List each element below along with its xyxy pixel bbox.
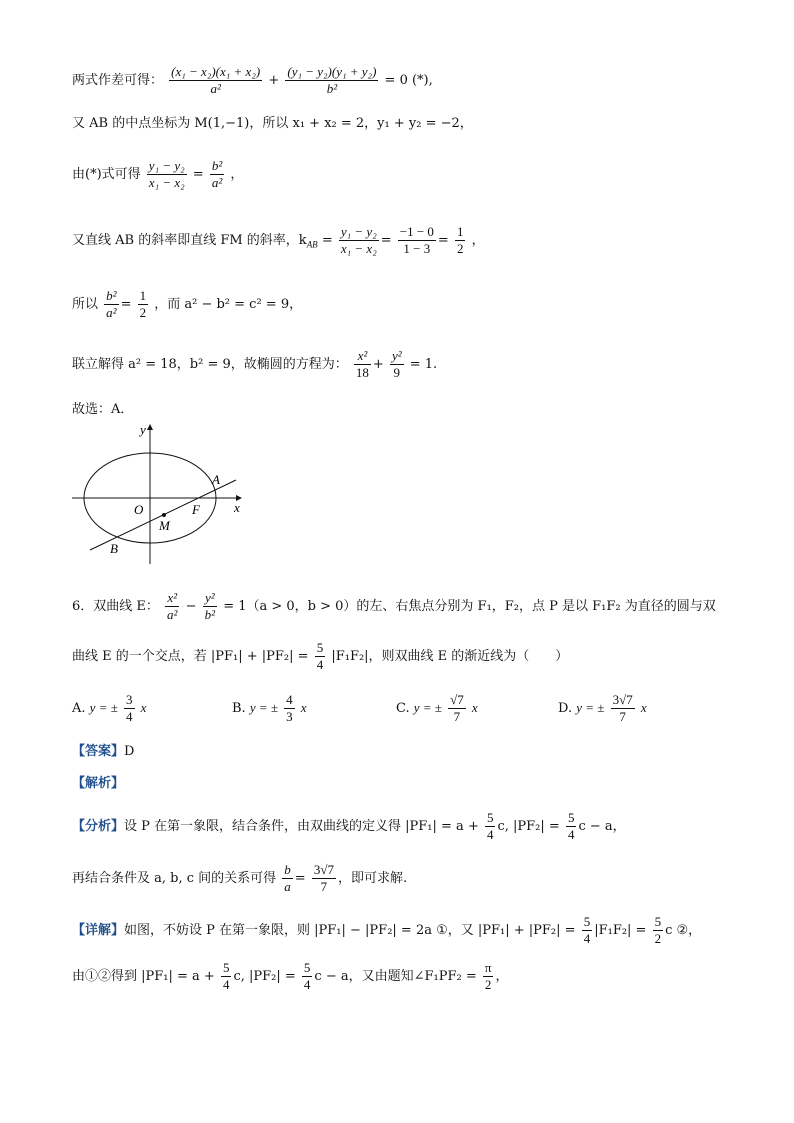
denominator: 4: [222, 977, 230, 992]
numerator: (y₁ − y₂)(y₁ + y₂): [287, 64, 377, 79]
fraction: [169, 64, 262, 97]
equals: =: [192, 167, 204, 182]
fraction: [124, 692, 135, 725]
denominator: 7: [619, 709, 626, 724]
numerator: b²: [211, 158, 223, 173]
fraction: [138, 288, 149, 321]
option-b[interactable]: [232, 692, 307, 725]
text: 由(*)式可得: [72, 167, 141, 182]
analysis-line: [72, 774, 124, 794]
denominator: 3: [286, 709, 293, 724]
option-label: B.: [232, 701, 246, 716]
solution-line-3: [72, 914, 701, 947]
numerator: b²: [106, 288, 117, 303]
text: 又 AB 的中点坐标为 M(1,−1)，所以 x₁ + x₂ = 2，y₁ + y₂ = −2，: [72, 116, 473, 131]
numerator: 1: [139, 288, 147, 303]
text: 联立解得 a² = 18，b² = 9，故椭圆的方程为：: [72, 357, 348, 372]
denominator: a: [284, 879, 291, 894]
label-f: F: [192, 502, 200, 517]
label-o: O: [134, 502, 144, 517]
equals: =: [294, 871, 306, 886]
fraction: [285, 64, 378, 97]
fraction: [312, 862, 336, 895]
denominator: b²: [204, 607, 216, 622]
denominator: 4: [316, 657, 324, 672]
plus-sign: +: [268, 73, 280, 88]
text: 故选：A．: [72, 402, 134, 417]
fraction: [203, 590, 217, 623]
fraction: [485, 810, 496, 843]
denominator: x₁ − x₂: [340, 241, 377, 256]
option-label: D.: [558, 701, 573, 716]
subscript: AB: [306, 239, 318, 250]
line-slope: 又直线 AB 的斜率即直线 FM 的斜率，$k_{AB}$ = $\frac{\text{y₁ − y₂}}{\text{x₁ − x₂}}$ = $\frac{-1 - 0}{1 - 3}$ = $\frac{1}{2}$ ，: [72, 224, 485, 256]
label-y: y: [140, 422, 146, 437]
text: ，: [495, 969, 509, 984]
fraction: [165, 590, 179, 623]
text: = 1.: [409, 357, 438, 372]
text: c, |PF₂| =: [233, 969, 296, 984]
fraction: [390, 348, 404, 381]
numerator: y₁ − y₂: [148, 158, 185, 173]
answer-value: D: [124, 744, 135, 759]
numerator: b: [284, 862, 291, 877]
fraction: [611, 692, 635, 725]
text: |F₁F₂|，则双曲线 E 的渐近线为（ ）: [331, 649, 569, 664]
text: ，即可求解.: [337, 871, 408, 886]
denominator: 2: [139, 305, 147, 320]
numerator: 3√7: [612, 692, 633, 707]
denominator: 9: [393, 365, 401, 380]
text: 两式作差可得：: [72, 73, 164, 88]
numerator: y²: [391, 348, 402, 363]
text: ，: [471, 233, 485, 248]
option-d[interactable]: [558, 692, 647, 725]
numerator: 4: [286, 692, 293, 707]
text: c, |PF₂| =: [497, 819, 560, 834]
question-line-1: [72, 590, 716, 623]
text: c − a，又由题知∠F₁PF₂ =: [314, 969, 477, 984]
numerator: x²: [165, 590, 179, 607]
text: 如图，不妨设 P 在第一象限，则 |PF₁| − |PF₂| = 2a ①，又 |PF₁| + |PF₂| =: [124, 923, 576, 938]
label-m: M: [159, 518, 170, 533]
numerator: x²: [354, 348, 371, 365]
denominator: a²: [210, 81, 221, 96]
denominator: 4: [303, 977, 311, 992]
denominator: 2: [484, 977, 492, 992]
text: = 0 (*),: [384, 73, 433, 88]
denominator: 4: [486, 827, 494, 842]
denominator: 7: [320, 879, 328, 894]
denominator: 4: [583, 931, 591, 946]
question-line-2: [72, 640, 568, 673]
numerator: 5: [583, 914, 591, 929]
numerator: 5: [303, 960, 311, 975]
line-ellipse-equation: 联立解得 a² = 18，b² = 9，故椭圆的方程为： $\frac{\text{x²}}{18}$ + $\frac{\text{y²}}{9}$ = 1.: [72, 348, 438, 380]
label-a: A: [212, 472, 220, 487]
denominator: 2: [456, 241, 464, 256]
numerator: 5: [486, 810, 494, 825]
denominator: a²: [106, 305, 117, 320]
denominator: 1 − 3: [403, 241, 431, 256]
line-relation: 所以 $\frac{\text{b²}}{\text{a²}}$ = $\frac{1}{2}$ ，而 a² − b² = c² = 9，: [72, 288, 303, 320]
denominator: 4: [126, 709, 133, 724]
numerator: 5: [222, 960, 230, 975]
fraction: [147, 158, 187, 191]
text: 又直线 AB 的斜率即直线 FM 的斜率，k: [72, 233, 307, 248]
analysis-subtag: 【分析】: [72, 819, 125, 834]
y-axis-arrow: [147, 424, 153, 430]
option-label: C.: [396, 701, 410, 716]
answer-line: [72, 742, 134, 762]
denominator: b²: [326, 81, 338, 96]
denominator: a²: [167, 607, 178, 622]
text: y = ±: [249, 700, 279, 715]
fraction: [104, 288, 118, 321]
detail-tag: 【详解】: [72, 923, 125, 938]
text: 由①②得到 |PF₁| = a +: [72, 969, 215, 984]
numerator: 5: [567, 810, 575, 825]
equals: =: [317, 233, 333, 248]
text: = 1（a > 0，b > 0）的左、右焦点分别为 F₁，F₂，点 P 是以 F₁F₂ 为直径的圆与双: [223, 599, 716, 614]
option-label: A.: [72, 701, 86, 716]
numerator: 3: [126, 692, 133, 707]
fraction: [339, 224, 379, 257]
analysis-tag: 【解析】: [72, 776, 125, 791]
numerator: 3√7: [313, 862, 334, 877]
fraction: [210, 158, 224, 191]
line-ratio: [72, 158, 243, 191]
text: x: [300, 700, 307, 715]
denominator: x₁ − x₂: [148, 175, 185, 190]
text: y = ±: [413, 700, 442, 715]
option-a[interactable]: [72, 692, 146, 725]
solution-line-1: [72, 810, 626, 843]
denominator: 2: [654, 931, 662, 946]
fraction: [455, 224, 466, 257]
solution-line-2: [72, 862, 407, 895]
fraction: [282, 862, 293, 895]
numerator: −1 − 0: [399, 224, 434, 239]
text: x: [140, 700, 147, 715]
fraction: [221, 960, 232, 993]
numerator: π: [484, 960, 492, 975]
minus-sign: −: [185, 599, 197, 614]
text: x: [640, 700, 647, 715]
solution-line-4: [72, 960, 508, 993]
line-difference: [72, 64, 433, 97]
text: |F₁F₂| =: [594, 923, 647, 938]
numerator: √7: [450, 692, 464, 707]
text: y = ±: [89, 700, 118, 715]
label-b: B: [110, 541, 118, 556]
text: 设 P 在第一象限，结合条件，由双曲线的定义得 |PF₁| = a +: [124, 819, 479, 834]
fraction: [566, 810, 577, 843]
denominator: 7: [453, 709, 461, 724]
fraction: [315, 640, 326, 673]
fraction: [448, 692, 466, 725]
line-choice: [72, 400, 133, 420]
numerator: y₁ − y₂: [340, 224, 377, 239]
label-x: x: [234, 500, 240, 515]
fraction: [653, 914, 664, 947]
text: x: [471, 700, 478, 715]
fraction: [354, 348, 371, 381]
text: 所以: [72, 297, 99, 312]
option-c[interactable]: [396, 692, 478, 725]
denominator: 4: [567, 827, 575, 842]
fraction: [284, 692, 295, 725]
fraction: [398, 224, 436, 257]
text: ，: [230, 167, 244, 182]
fraction: [302, 960, 313, 993]
denominator: a²: [211, 175, 223, 190]
numerator: 1: [456, 224, 464, 239]
text: y = ±: [576, 700, 605, 715]
answer-tag: 【答案】: [72, 744, 125, 759]
text: ，而 a² − b² = c² = 9，: [154, 297, 303, 312]
text: c ②，: [665, 923, 702, 938]
fraction: [582, 914, 593, 947]
line-midpoint: [72, 114, 473, 134]
numerator: y²: [203, 590, 217, 607]
denominator: 18: [355, 365, 369, 380]
numerator: 5: [316, 640, 324, 655]
numerator: (x₁ − x₂)(x₁ + x₂): [171, 64, 261, 79]
numerator: 5: [654, 914, 662, 929]
ellipse-figure: [68, 420, 258, 568]
point-m: [162, 513, 166, 517]
text: 6．双曲线 E：: [72, 599, 159, 614]
fraction: [483, 960, 494, 993]
text: 曲线 E 的一个交点，若 |PF₁| + |PF₂| =: [72, 649, 309, 664]
text: c − a，: [578, 819, 626, 834]
text: 再结合条件及 a, b, c 间的关系可得: [72, 871, 277, 886]
